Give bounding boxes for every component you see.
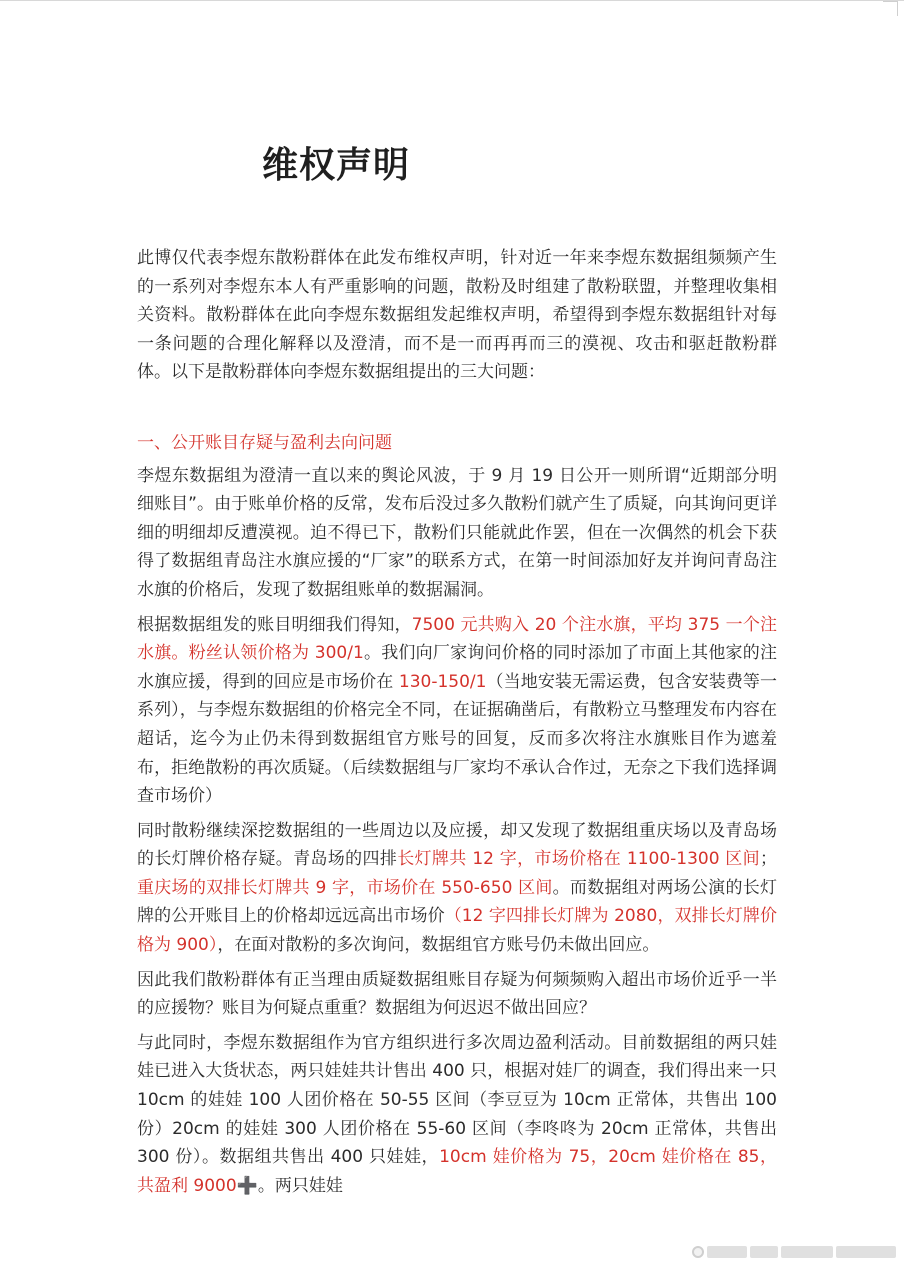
paragraph-3-text-a: 同时散粉继续深挖数据组的一些周边以及应援，却又发现了数据组重庆场以及青岛场的长灯牌价格存疑。青岛场的四排 [137, 820, 777, 870]
paragraph-5-text-a: 与此同时，李煜东数据组作为官方组织进行多次周边盈利活动。目前数据组的两只娃娃已进入大货状态，两只娃娃共计售出 400 只，根据对娃厂的调查，我们得出来一只 10cm 的娃娃 100 人团价格在 50-55 区间（李豆豆为 10cm 正常体，共售出 100 份）20cm 的娃娃 300 人团价格在 55-60 区间（李咚咚为 20cm 正常体，共售出 300 份）。数据组共售出 400 只娃娃， [137, 1032, 777, 1168]
paragraph-3-highlight-qingdao: 长灯牌共 12 字，市场价格在 1100-1300 区间 [397, 849, 760, 870]
watermark-dot-icon [692, 1246, 704, 1258]
paragraph-3-text-g: ，在面对散粉的多次询问，数据组官方账号仍未做出回应。 [217, 935, 660, 956]
paragraph-5-text-d: 。两只娃娃 [257, 1175, 343, 1196]
plus-icon: ➕ [236, 1175, 258, 1196]
paragraph-3-highlight-account: （12 字四排长灯牌为 2080，双排长灯牌价格为 900） [137, 906, 778, 956]
watermark [692, 1246, 896, 1258]
watermark-segment [836, 1246, 896, 1258]
section-heading-1: 一、公开账目存疑与盈利去向问题 [137, 432, 392, 453]
paragraph-3 [137, 817, 777, 960]
paragraph-3-text-c: ； [760, 849, 777, 870]
paragraph-4: 因此我们散粉群体有正当理由质疑数据组账目存疑为何频频购入超出市场价近乎一半的应援物？账目为何疑点重重？数据组为何迟迟不做出回应？ [137, 969, 777, 1019]
watermark-segment [707, 1246, 747, 1258]
document-body [137, 244, 777, 1206]
paragraph-2-text-e: （当地安装无需运费，包含安装费等一系列），与李煜东数据组的价格完全不同，在证据确凿后，有散粉立马整理发布内容在超话，迄今为止仍未得到数据组官方账号的回复，反而多次将注水旗账目作为遮羞布，拒绝散粉的再次质疑。（后续数据组与厂家均不承认合作过，无奈之下我们选择调查市场价） [137, 671, 778, 807]
paragraph-3-highlight-chongqing: 重庆场的双排长灯牌共 9 字，市场价在 550-650 区间 [137, 877, 553, 898]
watermark-segment [781, 1246, 833, 1258]
paragraph-1: 李煜东数据组为澄清一直以来的舆论风波，于 9 月 19 日公开一则所谓“近期部分明细账目”。由于账单价格的反常，发布后没过多久散粉们就产生了质疑，向其询问更详细的明细却反遭漠视。迫不得已下，散粉们只能就此作罢，但在一次偶然的机会下获得了数据组青岛注水旗应援的“厂家”的联系方式，在第一时间添加好友并询问青岛注水旗的价格后，发现了数据组账单的数据漏洞。 [137, 465, 777, 600]
page-title: 维权声明 [262, 145, 411, 186]
paragraph-2-highlight-market: 130-150/1 [398, 671, 487, 692]
paragraph-5 [137, 1029, 777, 1201]
paragraph-2 [137, 611, 777, 811]
watermark-segment [750, 1246, 778, 1258]
intro-paragraph: 此博仅代表李煜东散粉群体在此发布维权声明，针对近一年来李煜东数据组频频产生的一系列对李煜东本人有严重影响的问题，散粉及时组建了散粉联盟，并整理收集相关资料。散粉群体在此向李煜东数据组发起维权声明，希望得到李煜东数据组针对每一条问题的合理化解释以及澄清，而不是一而再再而三的漠视、攻击和驱赶散粉群体。以下是散粉群体向李煜东数据组提出的三大问题： [137, 248, 777, 383]
paragraph-3-text-e: 。而数据组对两场公演的长灯牌的公开账目上的价格却远远高出市场价 [137, 877, 778, 927]
paragraph-2-text-c: 。我们向厂家询问价格的同时添加了市面上其他家的注水旗应援，得到的回应是市场价在 [137, 643, 777, 692]
page-corner-mark [883, 1, 898, 16]
paragraph-2-text-a: 根据数据组发的账目明细我们得知， [137, 614, 412, 635]
paragraph-5-highlight-profit: 10cm 娃价格为 75，20cm 娃价格在 85，共盈利 9000 [137, 1147, 777, 1196]
paragraph-2-highlight-price: 7500 元共购入 20 个注水旗，平均 375 一个注水旗。粉丝认领价格为 300/1 [137, 614, 777, 664]
